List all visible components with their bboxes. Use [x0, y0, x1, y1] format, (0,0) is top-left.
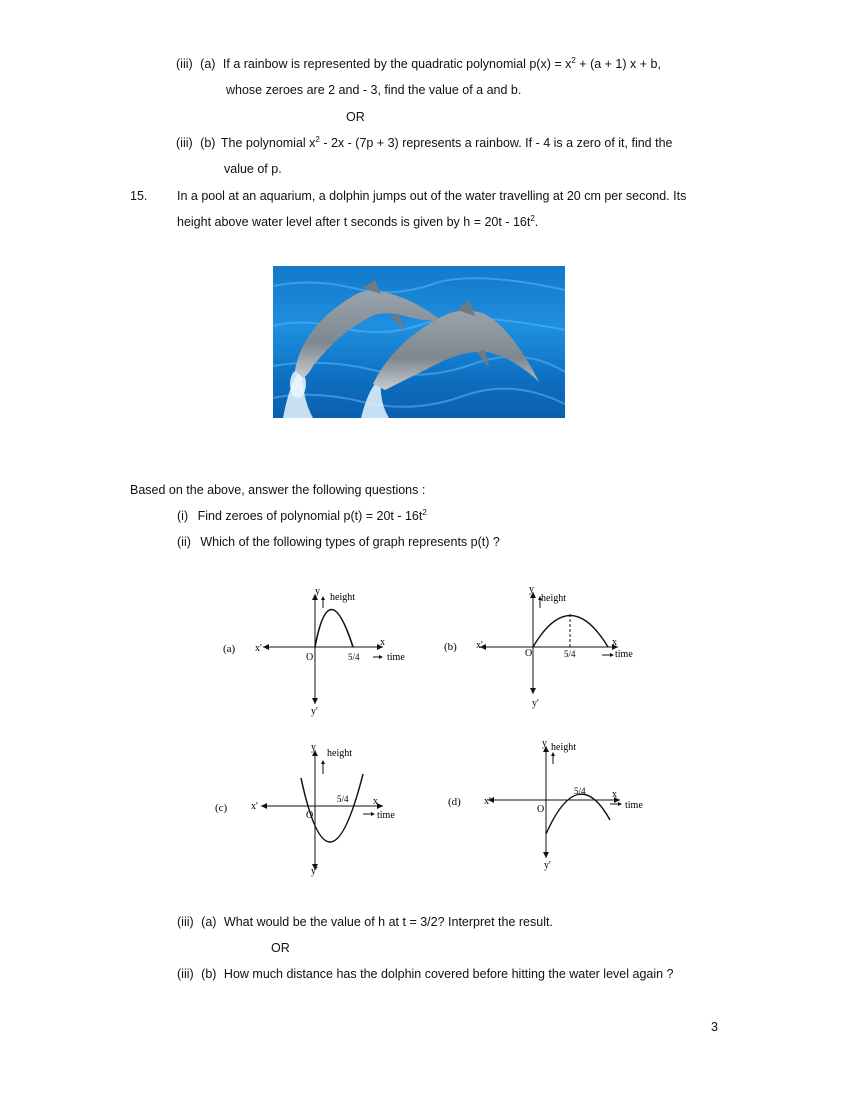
graph-c-origin: O [306, 810, 314, 821]
q14-iii-a-line1 [176, 57, 661, 71]
q14-iii-b-line2: value of p. [224, 162, 282, 176]
graph-d-yprime: y' [544, 860, 551, 871]
q15-iii-b-text: How much distance has the dolphin covered before hitting the water level again ? [223, 967, 674, 981]
q15-line2: height above water level after t seconds is given by $h = 20t - 16t^2$. [177, 214, 539, 229]
graph-b-yprime: y' [532, 698, 539, 709]
graph-c-option: (c) [215, 802, 228, 814]
q15-iii-a-sub: (a) [201, 915, 217, 929]
graph-d-y: y [542, 738, 547, 749]
q15-line1: In a pool at an aquarium, a dolphin jumps out of the water travelling at 20 cm per second. Its [177, 189, 687, 203]
graph-a-yprime: y' [311, 706, 318, 717]
graph-c-tick: 5/4 [337, 794, 349, 804]
graph-b-height: height [541, 593, 566, 604]
q15-i [177, 509, 427, 523]
q15-or: OR [271, 941, 290, 955]
graph-a-time: time [387, 652, 405, 663]
graph-d-origin: O [537, 804, 545, 815]
q14-iii-a-label: (iii) [176, 57, 193, 71]
q14-iii-a-text: If a rainbow is represented by the quadratic polynomial $p(x) = x^2 + (a + 1) x + b$, [222, 56, 661, 71]
page-number: 3 [711, 1020, 718, 1034]
q15-iii-a-label: (iii) [177, 915, 194, 929]
q14-or: OR [346, 110, 365, 124]
graph-c-time: time [377, 810, 395, 821]
graph-b [440, 582, 650, 717]
based-on-text: Based on the above, answer the following questions : [130, 483, 426, 497]
graph-a-xprime: x' [255, 643, 262, 654]
graph-a-y: y [315, 586, 320, 597]
graph-a-option: (a) [223, 643, 236, 655]
q14-iii-b-sub: (b) [200, 136, 216, 150]
q15-i-text: Find zeroes of polynomial $p(t) = 20t - 16t^2$ [197, 508, 427, 523]
graph-d-height: height [551, 742, 576, 753]
graph-a-x: x [380, 637, 385, 648]
graph-b-xprime: x' [476, 640, 483, 651]
graph-c-height: height [327, 748, 352, 759]
graph-b-time: time [615, 649, 633, 660]
graph-c [205, 738, 425, 878]
graph-b-tick: 5/4 [564, 649, 576, 659]
graph-a-curve [315, 610, 353, 648]
graph-b-y: y [529, 584, 534, 595]
graph-d-x: x [612, 789, 617, 800]
graph-d-xprime: x' [484, 796, 491, 807]
graph-c-y: y [311, 742, 316, 753]
graph-a-tick: 5/4 [348, 652, 360, 662]
graph-d [440, 734, 655, 874]
q15-ii-text: Which of the following types of graph represents p(t) ? [200, 535, 500, 549]
q15-iii-b-sub: (b) [201, 967, 217, 981]
dolphins-photo [273, 266, 565, 418]
q15-number: 15. [130, 189, 148, 203]
q14-iii-b-label: (iii) [176, 136, 193, 150]
graph-c-yprime: y' [311, 866, 318, 877]
graph-a [215, 582, 425, 717]
q15-ii-label: (ii) [177, 535, 191, 549]
q14-iii-b-line1 [176, 136, 672, 150]
graph-d-tick: 5/4 [574, 786, 586, 796]
q15-ii [177, 535, 500, 549]
q14-iii-b-text: The polynomial $x^2 - 2x - (7p + 3)$ represents a rainbow. If - 4 is a zero of it, find the [220, 135, 673, 150]
graph-a-height: height [330, 592, 355, 603]
graph-c-xprime: x' [251, 801, 258, 812]
graph-d-time: time [625, 800, 643, 811]
dolphins-illustration [273, 266, 565, 418]
q15-i-label: (i) [177, 509, 189, 523]
graph-b-x: x [612, 637, 617, 648]
graph-a-origin: O [306, 652, 314, 663]
graph-c-curve [301, 774, 363, 842]
graph-d-option: (d) [448, 796, 461, 808]
q15-iii-a [177, 915, 553, 929]
graph-c-x: x [373, 796, 378, 807]
q15-iii-b-label: (iii) [177, 967, 194, 981]
graph-b-origin: O [525, 648, 533, 659]
q14-iii-a-line2: whose zeroes are 2 and - 3, find the value of a and b. [226, 83, 522, 97]
q15-iii-a-text: What would be the value of h at t = 3/2? Interpret the result. [223, 915, 553, 929]
graph-b-option: (b) [444, 641, 457, 653]
q14-iii-a-sub: (a) [200, 57, 216, 71]
q15-iii-b [177, 967, 674, 981]
